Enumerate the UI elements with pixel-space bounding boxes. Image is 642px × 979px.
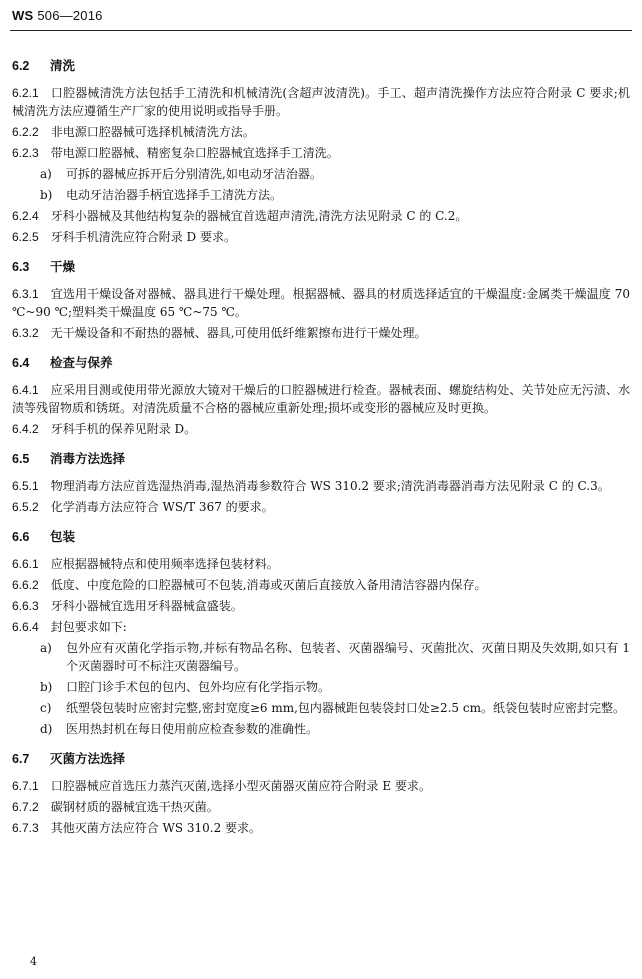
clause-6-3-2: 6.3.2 无干燥设备和不耐热的器械、器具,可使用低纤维絮擦布进行干燥处理。 [12, 326, 427, 340]
clause-6-6-1: 6.6.1 应根据器械特点和使用频率选择包装材料。 [12, 557, 279, 571]
clause-6-7-2: 6.7.2 碳钢材质的器械宜选干热灭菌。 [12, 800, 219, 814]
header-divider [10, 30, 632, 31]
document-header [12, 8, 103, 23]
clause-6-5-1: 6.5.1 物理消毒方法应首选湿热消毒,湿热消毒参数符合 WS 310.2 要求;清洗消毒器消毒方法见附录 C 的 C.3。 [12, 479, 610, 493]
clause-6-2-5: 6.2.5 牙科手机清洗应符合附录 D 要求。 [12, 230, 236, 244]
clause-6-7-3: 6.7.3 其他灭菌方法应符合 WS 310.2 要求。 [12, 821, 262, 835]
clause-6-4-2: 6.4.2 牙科手机的保养见附录 D。 [12, 422, 197, 436]
page-number: 4 [30, 955, 37, 968]
section-6-7: 6.7 灭菌方法选择 [12, 752, 126, 766]
clause-6-6-4-c: c) 纸塑袋包装时应密封完整,密封宽度≥6 mm,包内器械距包装袋封口处≥2.5 cm。纸袋包装时应密封完整。 [40, 701, 625, 715]
clause-6-4-1: 6.4.1 应采用目测或使用带光源放大镜对干燥后的口腔器械进行检查。器械表面、螺旋结构处、关节处应无污渍、水渍等残留物质和锈斑。对清洗质量不合格的器械应重新处理;损坏或变形的器械应及时更换。 [12, 383, 630, 415]
clause-6-6-4-b: b) 口腔门诊手术包的包内、包外均应有化学指示物。 [40, 680, 331, 694]
clause-6-6-4: 6.6.4 封包要求如下: [12, 620, 127, 634]
clause-6-2-3-a: a) 可拆的器械应拆开后分别清洗,如电动牙洁治器。 [40, 167, 322, 181]
section-6-5: 6.5 消毒方法选择 [12, 452, 126, 466]
section-6-2: 6.2 清洗 [12, 59, 76, 73]
clause-6-2-4: 6.2.4 牙科小器械及其他结构复杂的器械宜首选超声清洗,清洗方法见附录 C 的 C.2。 [12, 209, 468, 223]
section-6-4: 6.4 检查与保养 [12, 356, 113, 370]
standard-code: WS [12, 8, 34, 23]
clause-6-7-1: 6.7.1 口腔器械应首选压力蒸汽灭菌,选择小型灭菌器灭菌应符合附录 E 要求。 [12, 779, 431, 793]
clause-6-6-4-d: d) 医用热封机在每日使用前应检查参数的准确性。 [40, 722, 319, 736]
clause-6-2-1: 6.2.1 口腔器械清洗方法包括手工清洗和机械清洗(含超声波清洗)。手工、超声清洗操作方法应符合附录 C 要求;机械清洗方法应遵循生产厂家的使用说明或指导手册。 [12, 86, 630, 118]
section-6-6: 6.6 包装 [12, 530, 76, 544]
clause-6-5-2: 6.5.2 化学消毒方法应符合 WS/T 367 的要求。 [12, 500, 274, 514]
clause-6-2-3: 6.2.3 带电源口腔器械、精密复杂口腔器械宜选择手工清洗。 [12, 146, 339, 160]
section-6-3: 6.3 干燥 [12, 260, 76, 274]
standard-number: 506—2016 [37, 8, 103, 23]
clause-6-2-2: 6.2.2 非电源口腔器械可选择机械清洗方法。 [12, 125, 255, 139]
clause-6-6-3: 6.6.3 牙科小器械宜选用牙科器械盒盛装。 [12, 599, 243, 613]
clause-6-6-2: 6.6.2 低度、中度危险的口腔器械可不包装,消毒或灭菌后直接放入备用清洁容器内保存。 [12, 578, 487, 592]
clause-6-2-3-b: b) 电动牙洁治器手柄宜选择手工清洗方法。 [40, 188, 283, 202]
clause-6-3-1: 6.3.1 宜选用干燥设备对器械、器具进行干燥处理。根据器械、器具的材质选择适宜的干燥温度:金属类干燥温度 70 ℃~90 ℃;塑料类干燥温度 65 ℃~75 ℃。 [12, 287, 630, 319]
clause-6-6-4-a: a) 包外应有灭菌化学指示物,并标有物品名称、包装者、灭菌器编号、灭菌批次、灭菌日期及失效期,如只有 1 个灭菌器时可不标注灭菌器编号。 [40, 641, 630, 673]
document-body [12, 58, 630, 840]
